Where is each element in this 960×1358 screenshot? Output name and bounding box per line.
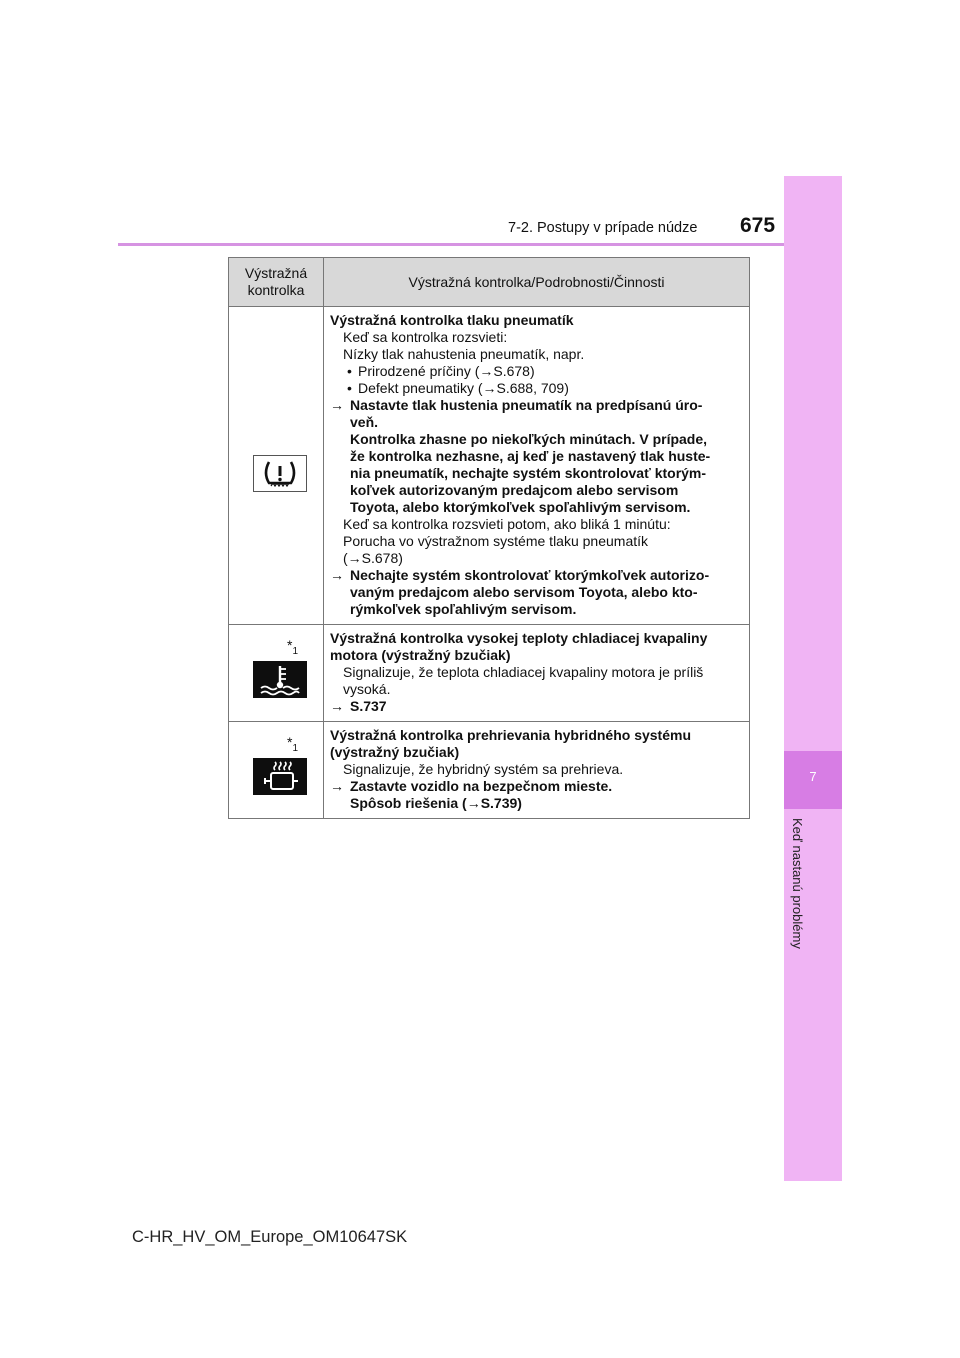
- chapter-title: Keď nastanú problémy: [790, 818, 805, 949]
- document-id: C-HR_HV_OM_Europe_OM10647SK: [132, 1228, 408, 1246]
- footnote-star: *: [287, 637, 293, 653]
- detail-text: Nízky tlak nahustenia pneumatík, napr.: [343, 346, 585, 362]
- action-text: Zastavte vozidlo na bezpečnom mieste.: [350, 778, 613, 794]
- row-title: (výstražný bzučiak): [330, 744, 460, 760]
- warning-lights-table: [228, 257, 750, 819]
- detail-text: Keď sa kontrolka rozsvieti:: [343, 329, 508, 345]
- arrow-icon: →: [330, 567, 344, 583]
- action-text: veň.: [350, 414, 379, 430]
- row-title: Výstražná kontrolka tlaku pneumatík: [330, 312, 574, 328]
- chapter-number: 7: [809, 769, 817, 784]
- detail-text: vysoká.: [343, 681, 391, 697]
- row-title: Výstražná kontrolka prehrievania hybridného systému: [330, 727, 692, 743]
- detail-text: Signalizuje, že hybridný systém sa prehrieva.: [343, 761, 624, 777]
- bullet-item: • Defekt pneumatiky (→S.688, 709): [347, 380, 569, 396]
- icon-cell: [229, 722, 324, 819]
- details-cell: [324, 307, 750, 625]
- action-text: S.737: [350, 698, 387, 714]
- action-text: nia pneumatík, nechajte systém skontrolovať ktorým-: [350, 465, 707, 481]
- details-cell: [324, 722, 750, 819]
- action-text: vaným predajcom alebo servisom Toyota, alebo kto-: [350, 584, 698, 600]
- section-title: 7-2. Postupy v prípade núdze: [508, 220, 698, 236]
- arrow-icon: →: [330, 397, 344, 413]
- chapter-side-tab: [784, 176, 842, 1181]
- footnote-marker: [287, 637, 298, 657]
- page-number: 675: [740, 214, 776, 237]
- action-text: Spôsob riešenia (→S.739): [350, 795, 522, 811]
- row-title: motora (výstražný bzučiak): [330, 647, 511, 663]
- action-text: že kontrolka nezhasne, aj keď je nastavený tlak huste-: [350, 448, 711, 464]
- tire-pressure-warning-icon: [253, 455, 307, 492]
- icon-cell: [229, 307, 324, 625]
- action-text: rýmkoľvek spoľahlivým servisom.: [350, 601, 577, 617]
- table-row: [229, 722, 750, 819]
- bullet-text: Defekt pneumatiky (→S.688, 709): [358, 380, 569, 396]
- footnote-star: *: [287, 734, 293, 750]
- coolant-temperature-icon: [253, 661, 307, 698]
- hybrid-system-overheat-icon: [253, 758, 307, 795]
- table-row: [229, 307, 750, 625]
- action-text: Toyota, alebo ktorýmkoľvek spoľahlivým servisom.: [350, 499, 691, 515]
- detail-text: Keď sa kontrolka rozsvieti potom, ako bliká 1 minútu:: [343, 516, 671, 532]
- detail-text: (→S.678): [343, 550, 403, 566]
- icon-cell: [229, 625, 324, 722]
- action-text: Nechajte systém skontrolovať ktorýmkoľvek autorizo-: [350, 567, 710, 583]
- arrow-icon: →: [330, 778, 344, 794]
- row-title: Výstražná kontrolka vysokej teploty chladiacej kvapaliny: [330, 630, 708, 646]
- action-item: [330, 778, 746, 795]
- table-row: [229, 625, 750, 722]
- column-header-light: Výstražná kontrolka: [229, 258, 324, 307]
- footnote-marker: [287, 734, 298, 754]
- details-cell: [324, 625, 750, 722]
- action-text: Nastavte tlak hustenia pneumatík na predpísanú úro-: [350, 397, 703, 413]
- action-text: koľvek autorizovaným predajcom alebo servisom: [350, 482, 679, 498]
- detail-text: Signalizuje, že teplota chladiacej kvapaliny motora je príliš: [343, 664, 704, 680]
- action-item: [330, 397, 746, 414]
- header-rule: [118, 243, 840, 246]
- bullet-text: Prirodzené príčiny (→S.678): [358, 363, 535, 379]
- action-item: [330, 698, 746, 715]
- table-header-row: [229, 258, 750, 307]
- column-header-details: Výstražná kontrolka/Podrobnosti/Činnosti: [324, 258, 750, 307]
- footnote-number: 1: [292, 742, 299, 754]
- footnote-number: 1: [292, 645, 299, 657]
- action-text: Kontrolka zhasne po niekoľkých minútach. V prípade,: [350, 431, 708, 447]
- action-item: [330, 567, 746, 584]
- detail-text: Porucha vo výstražnom systéme tlaku pneumatík: [343, 533, 649, 549]
- arrow-icon: →: [330, 698, 344, 714]
- bullet-item: • Prirodzené príčiny (→S.678): [347, 363, 535, 379]
